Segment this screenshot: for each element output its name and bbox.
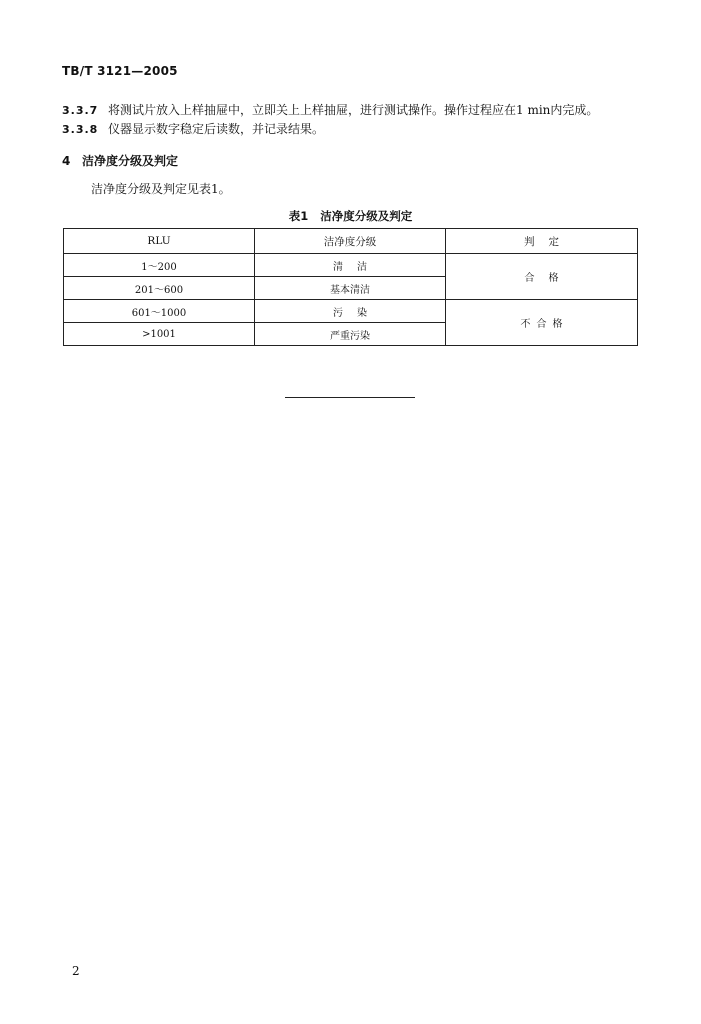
grade-cell: 严重污染 [255, 323, 446, 346]
clause-text: 将测试片放入上样抽屉中，立即关上上样抽屉，进行测试操作。操作过程应在1 min内完成。 [108, 103, 599, 117]
table-caption [0, 208, 701, 224]
clause-3-3-7 [62, 102, 598, 119]
table-header-row [64, 229, 638, 254]
table-row [64, 254, 638, 277]
judgement-cell: 合格 [446, 254, 638, 300]
end-of-text-rule [285, 397, 415, 398]
column-header-rlu: RLU [64, 229, 255, 254]
page-number: 2 [72, 964, 80, 978]
clause-number: 3.3.8 [62, 123, 99, 136]
grade-cell: 基本清洁 [255, 277, 446, 300]
rlu-cell: 201～600 [64, 277, 255, 300]
cleanliness-grade-table [63, 228, 638, 346]
section-number: 4 [62, 154, 71, 168]
column-header-judgement: 判定 [446, 229, 638, 254]
section-heading [62, 152, 178, 169]
rlu-cell: 1～200 [64, 254, 255, 277]
rlu-cell: >1001 [64, 323, 255, 346]
table-row [64, 300, 638, 323]
clause-text: 仪器显示数字稳定后读数，并记录结果。 [108, 122, 325, 136]
section-title: 洁净度分级及判定 [82, 154, 179, 168]
clause-number: 3.3.7 [62, 104, 99, 117]
rlu-cell: 601～1000 [64, 300, 255, 323]
body-paragraph: 洁净度分级及判定见表1。 [91, 182, 231, 196]
judgement-cell: 不合格 [446, 300, 638, 346]
clause-3-3-8 [62, 121, 324, 138]
table-caption-title: 洁净度分级及判定 [320, 209, 413, 223]
grade-cell: 清洁 [255, 254, 446, 277]
grade-cell: 污染 [255, 300, 446, 323]
column-header-grade: 洁净度分级 [255, 229, 446, 254]
table-caption-label: 表1 [288, 209, 309, 223]
document-header: TB/T 3121—2005 [62, 64, 178, 78]
